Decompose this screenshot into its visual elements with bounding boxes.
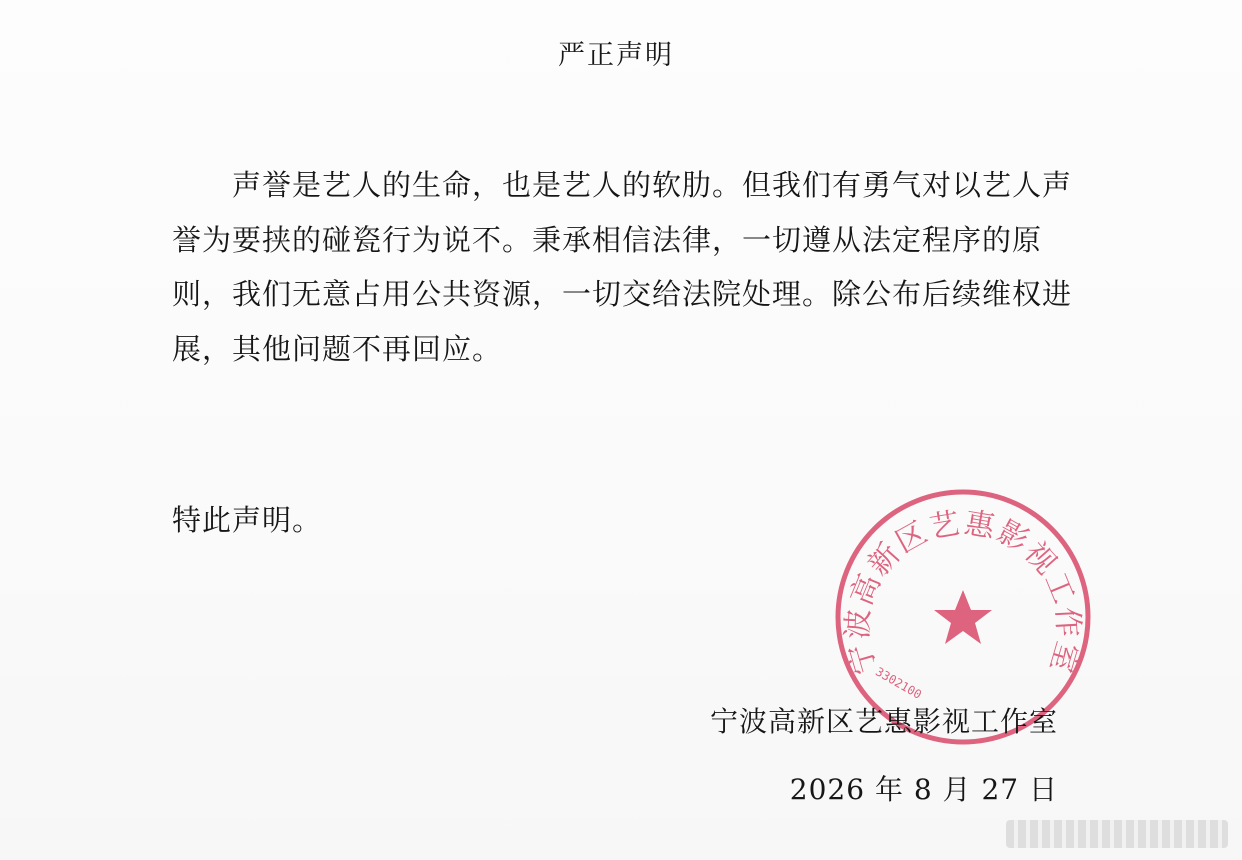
- seal-ring-text: 宁波高新区艺惠影视工作室: [840, 505, 1086, 679]
- signatory-name: 宁波高新区艺惠影视工作室: [709, 705, 1058, 738]
- seal-number-text: 3302100: [873, 664, 924, 702]
- closing-line: 特此声明。: [172, 503, 323, 537]
- statement-date: 2026 年 8 月 27 日: [789, 773, 1058, 806]
- star-icon: [934, 590, 992, 644]
- watermark: [1006, 820, 1228, 848]
- statement-body: 声誉是艺人的生命，也是艺人的软肋。但我们有勇气对以艺人声誉为要挟的碰瓷行为说不。秉承相信法律，一切遵从法定程序的原则，我们无意占用公共资源，一切交给法院处理。除公布后续维权进展，其他问题不再回应。: [172, 168, 1073, 366]
- document-title: 严正声明: [558, 40, 674, 71]
